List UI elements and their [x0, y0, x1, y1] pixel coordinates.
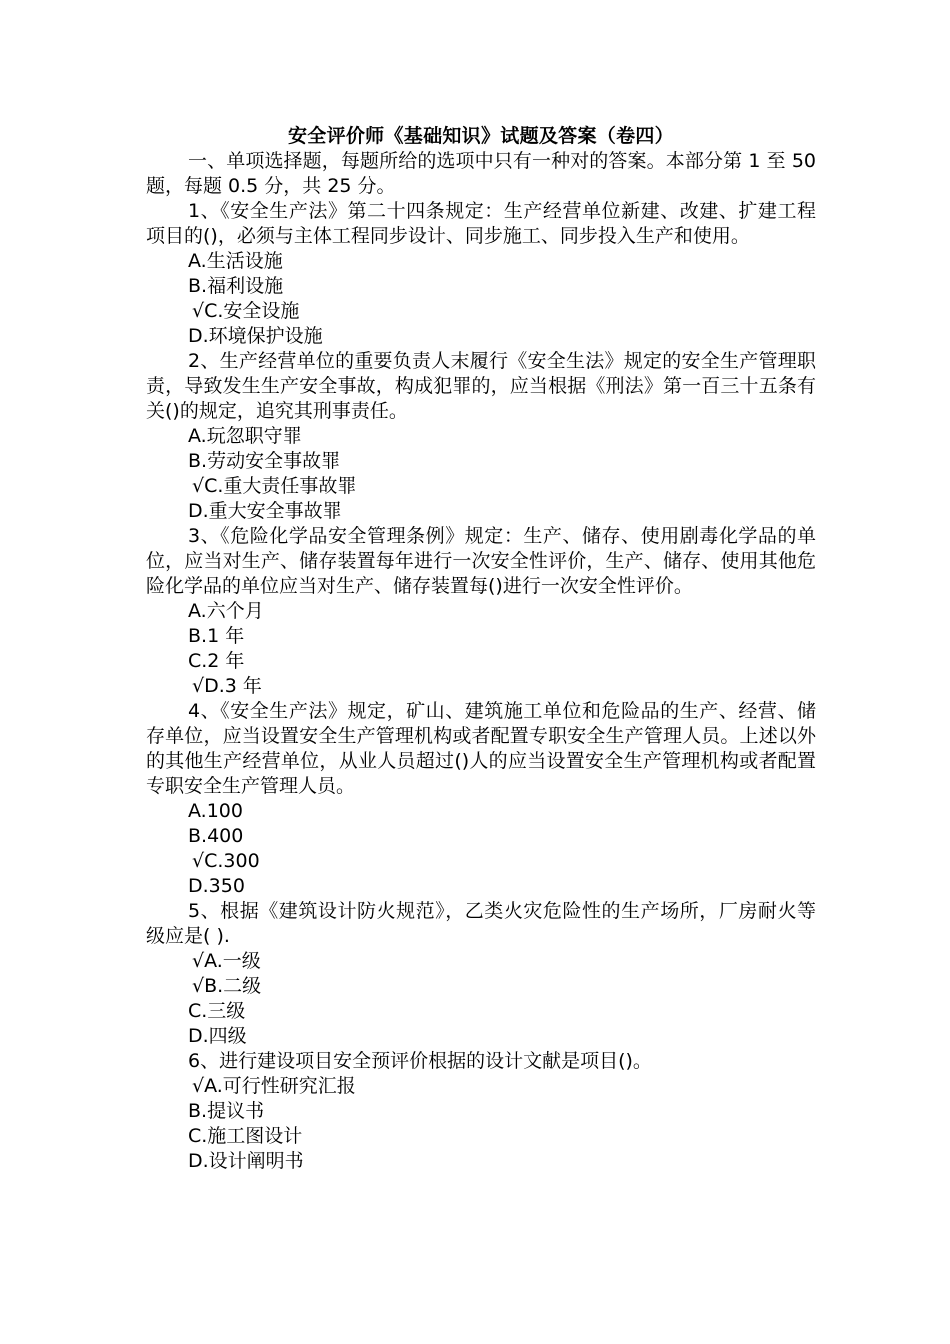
question-text: 4、《安全生产法》规定，矿山、建筑施工单位和危险品的生产、经营、储存单位，应当设置安全生产管理机构或者配置专职安全生产管理人员。上述以外的其他生产经营单位，从业人员超过()人的应当设置安全生产管理机构或者配置专职安全生产管理人员。 [146, 700, 816, 797]
document-title: 安全评价师《基础知识》试题及答案（卷四） [287, 125, 674, 147]
answer-option: D.四级 [188, 1025, 247, 1047]
answer-option: B.福利设施 [188, 275, 284, 297]
answer-option: B.劳动安全事故罪 [188, 450, 341, 472]
question-list [146, 199, 816, 1174]
answer-option-correct: √C.300 [192, 850, 260, 872]
document-body [146, 123, 816, 1174]
answer-option-correct: √A.一级 [192, 950, 261, 972]
answer-option: C.2 年 [188, 650, 245, 672]
question-text: 2、生产经营单位的重要负责人末履行《安全生法》规定的安全生产管理职责，导致发生生产安全事故，构成犯罪的，应当根据《刑法》第一百三十五条有关()的规定，追究其刑事责任。 [146, 350, 816, 422]
question-block [146, 524, 816, 699]
answer-option-correct: √D.3 年 [192, 675, 262, 697]
answer-option: D.环境保护设施 [188, 325, 323, 347]
question-text: 6、进行建设项目安全预评价根据的设计文献是项目()。 [188, 1050, 652, 1072]
answer-option: A.六个月 [188, 600, 264, 622]
question-block [146, 349, 816, 524]
answer-option-correct: √C.重大责任事故罪 [192, 475, 357, 497]
question-text: 3、《危险化学品安全管理条例》规定：生产、储存、使用剧毒化学品的单位，应当对生产、储存装置每年进行一次安全性评价，生产、储存、使用其他危险化学品的单位应当对生产、储存装置每()进行一次安全性评价。 [146, 525, 816, 597]
question-block [146, 199, 816, 349]
question-block [146, 899, 816, 1049]
answer-option-correct: √B.二级 [192, 975, 262, 997]
answer-option: D.设计阐明书 [188, 1150, 304, 1172]
question-text: 1、《安全生产法》第二十四条规定：生产经营单位新建、改建、扩建工程项目的()，必须与主体工程同步设计、同步施工、同步投入生产和使用。 [146, 200, 816, 247]
question-block [146, 1049, 816, 1174]
question-text: 5、根据《建筑设计防火规范》，乙类火灾危险性的生产场所，厂房耐火等级应是( ). [146, 900, 816, 947]
answer-option: D.重大安全事故罪 [188, 500, 342, 522]
answer-option: A.生活设施 [188, 250, 283, 272]
answer-option: A.100 [188, 800, 243, 822]
answer-option: A.玩忽职守罪 [188, 425, 302, 447]
answer-option-correct: √A.可行性研究汇报 [192, 1075, 356, 1097]
answer-option: B.1 年 [188, 625, 245, 647]
answer-option: C.施工图设计 [188, 1125, 303, 1147]
question-block [146, 699, 816, 899]
answer-option: B.提议书 [188, 1100, 265, 1122]
answer-option: B.400 [188, 825, 244, 847]
answer-option: C.三级 [188, 1000, 246, 1022]
answer-option-correct: √C.安全设施 [192, 300, 300, 322]
answer-option: D.350 [188, 875, 245, 897]
section-intro: 一、单项选择题，每题所给的选项中只有一种对的答案。本部分第 1 至 50 题，每题 0.5 分，共 25 分。 [146, 150, 816, 197]
